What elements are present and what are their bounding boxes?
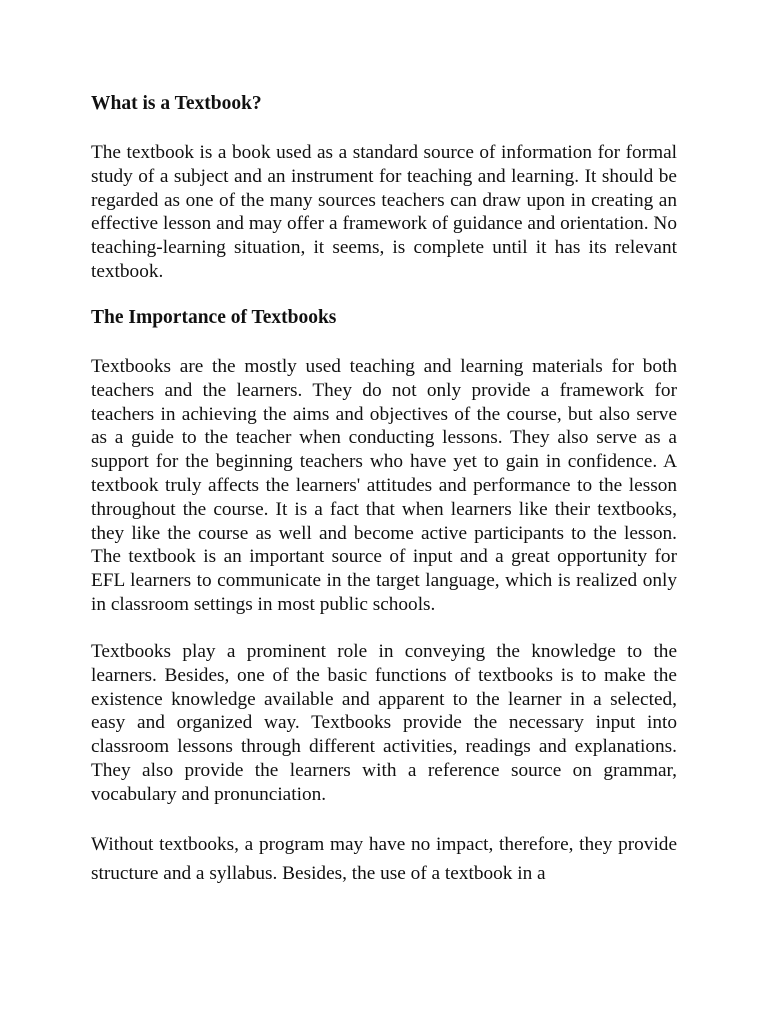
- heading-what-is-a-textbook: What is a Textbook?: [91, 93, 262, 114]
- paragraph-definition: The textbook is a book used as a standard source of information for formal study of a subject and an instrument for teaching and learning. It should be regarded as one of the many sources teachers can draw upon in creating an effective lesson and may offer a framework of guidance and orientation. No teaching-learning situation, it seems, is complete until it has its relevant textbook.: [91, 142, 677, 282]
- paragraph-without-textbooks: Without textbooks, a program may have no impact, therefore, they provide structure and a syllabus. Besides, the use of a textbook in a: [91, 834, 677, 884]
- heading-importance-of-textbooks: The Importance of Textbooks: [91, 307, 337, 328]
- paragraph-importance: Textbooks are the mostly used teaching and learning materials for both teachers and the learners. They do not only provide a framework for teachers in achieving the aims and objectives of the course, but also serve as a guide to the teacher when conducting lessons. They also serve as a support for the beginning teachers who have yet to gain in confidence. A textbook truly affects the learners' attitudes and performance to the lesson throughout the course. It is a fact that when learners like their textbooks, they like the course as well and become active participants to the lesson. The textbook is an important source of input and a great opportunity for EFL learners to communicate in the target language, which is realized only in classroom settings in most public schools.: [91, 356, 677, 615]
- paragraph-role: Textbooks play a prominent role in conveying the knowledge to the learners. Besides, one of the basic functions of textbooks is to make the existence knowledge available and apparent to the learner in a selected, easy and organized way. Textbooks provide the necessary input into classroom lessons through different activities, readings and explanations. They also provide the learners with a reference source on grammar, vocabulary and pronunciation.: [91, 641, 677, 805]
